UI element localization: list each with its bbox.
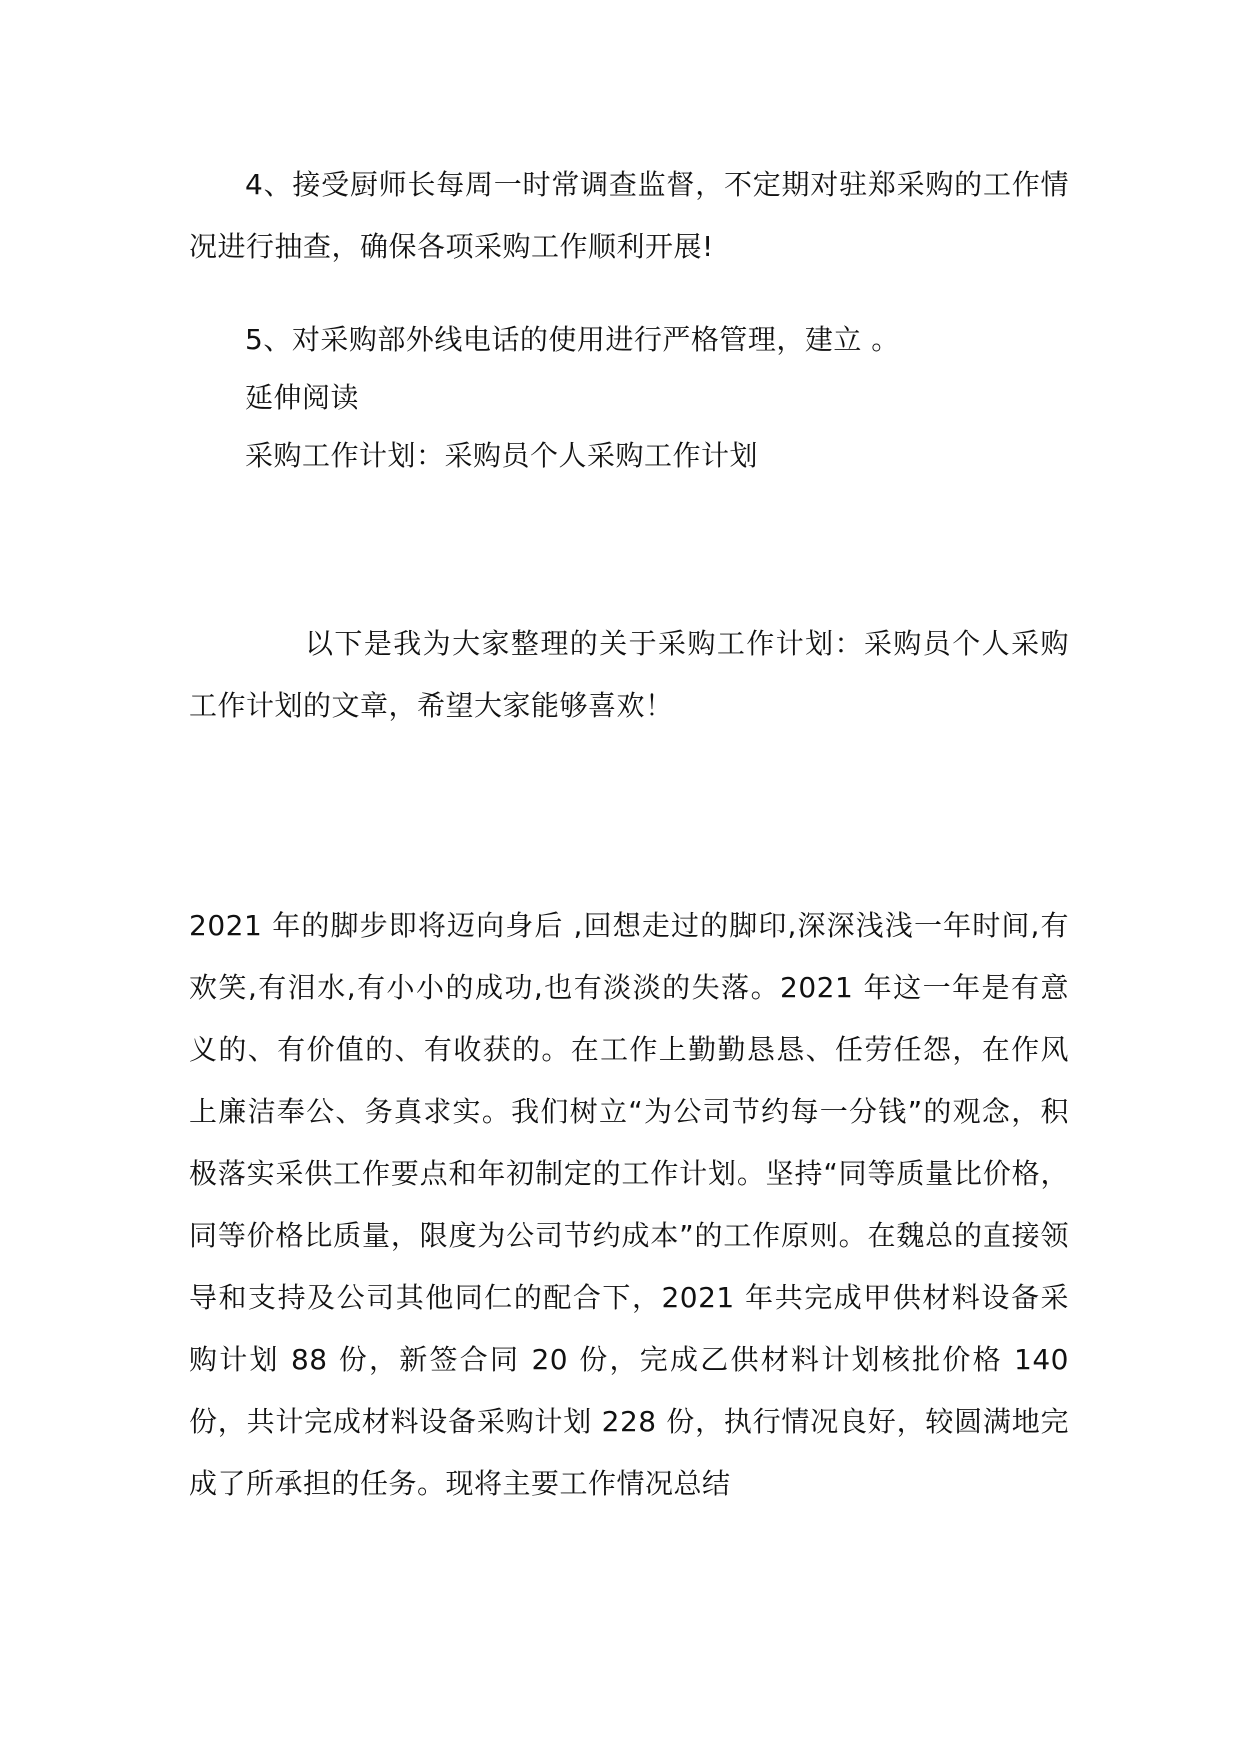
extended-reading-heading: 延伸阅读 [245,381,360,414]
paragraph-item-5: 5、对采购部外线电话的使用进行严格管理，建立 。 [245,323,900,356]
summary-paragraph: 2021 年的脚步即将迈向身后 ,回想走过的脚印,深深浅浅一年时间,有欢笑,有泪水,有小小的成功,也有淡淡的失落。2021 年这一年是有意义的、有价值的、有收获的。在工作上勤勤恳恳、任劳任怨，在作风上廉洁奉公、务真求实。我们树立“为公司节约每一分钱”的观念，积极落实采供工作要点和年初制定的工作计划。坚持“同等质量比价格，同等价格比质量，限度为公司节约成本”的工作原则。在魏总的直接领导和支持及公司其他同仁的配合下，2021 年共完成甲供材料设备采购计划 88 份，新签合同 20 份，完成乙供材料计划核批价格 140 份，共计完成材料设备采购计划 228 份，执行情况良好，较圆满地完成了所承担的任务。现将主要工作情况总结 [189,909,1069,1500]
article-title: 采购工作计划：采购员个人采购工作计划 [245,439,759,472]
intro-paragraph: 以下是我为大家整理的关于采购工作计划：采购员个人采购工作计划的文章，希望大家能够喜欢！ [189,627,1069,722]
paragraph-item-4: 4、接受厨师长每周一时常调查监督，不定期对驻郑采购的工作情况进行抽查，确保各项采购工作顺利开展! [189,168,1069,263]
